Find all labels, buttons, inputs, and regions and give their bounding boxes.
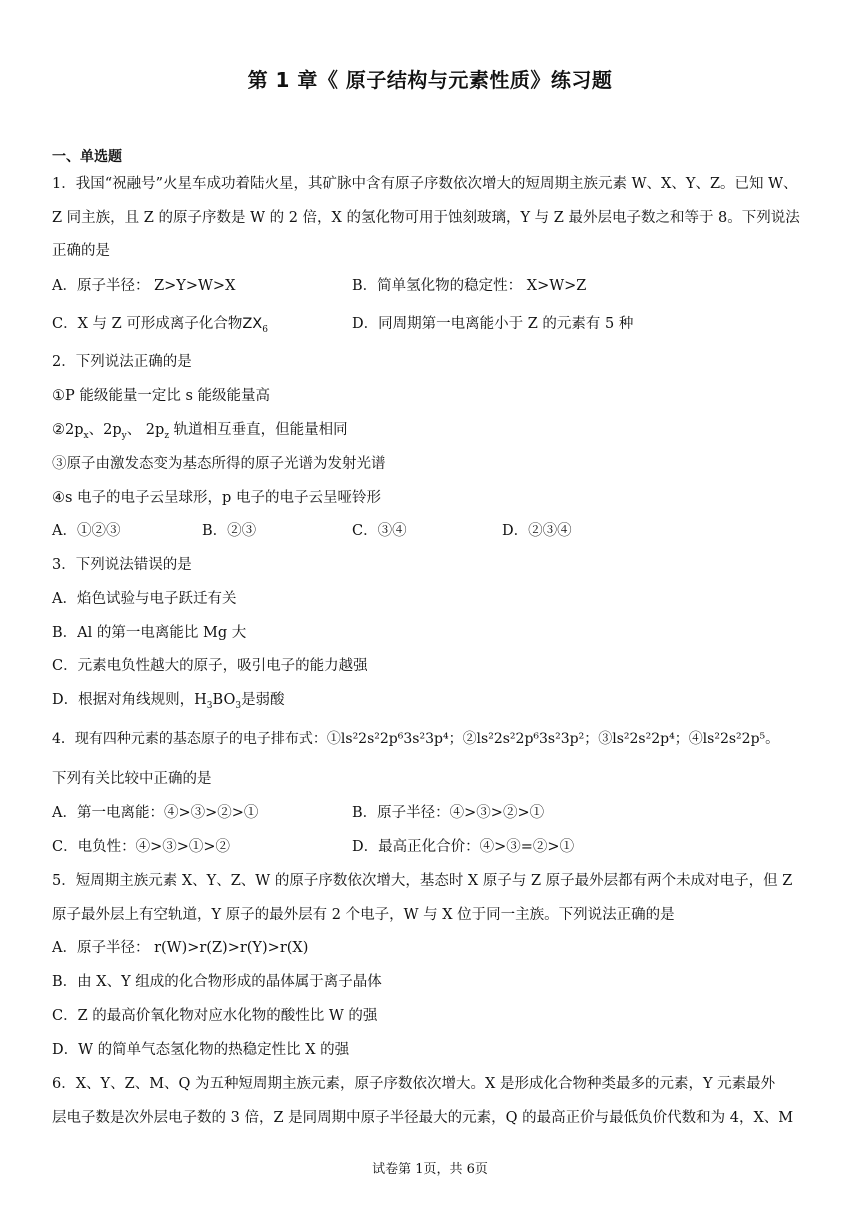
q3-option-b: B．Al 的第一电离能比 Mg 大 bbox=[52, 625, 247, 641]
q5-option-d: D．W 的简单气态氢化物的热稳定性比 X 的强 bbox=[52, 1042, 350, 1058]
q5-option-b: B．由 X、Y 组成的化合物形成的晶体属于离子晶体 bbox=[52, 974, 382, 990]
q3-d-text: 是弱酸 bbox=[241, 692, 285, 708]
q4-config-1: ①ls²2s²2p⁶3s²3p⁴ bbox=[326, 731, 449, 747]
q4-end: 。 bbox=[765, 731, 780, 747]
q1-option-d: D．同周期第一电离能小于 Z 的元素有 5 种 bbox=[352, 316, 634, 332]
q2-s2-part: 、 2p bbox=[126, 422, 165, 438]
q1-option-c-formula: ZX bbox=[242, 316, 263, 332]
q3-d-text: D．根据对角线规则，H bbox=[52, 692, 207, 708]
q5-option-a: A．原子半径： r(W)>r(Z)>r(Y)>r(X) bbox=[52, 940, 309, 956]
q2-option-d: D．②③④ bbox=[502, 523, 572, 539]
q2-s2-sub-x: x bbox=[83, 430, 89, 441]
q3-option-d bbox=[52, 690, 285, 710]
q4-stem-text: 4．现有四种元素的基态原子的电子排布式： bbox=[52, 731, 327, 747]
q5-option-c: C．Z 的最高价氧化物对应水化物的酸性比 W 的强 bbox=[52, 1008, 378, 1024]
q2-s2-part: 、2p bbox=[88, 422, 122, 438]
q3-stem: 3．下列说法错误的是 bbox=[52, 557, 192, 573]
q4-separator: ； bbox=[448, 731, 463, 747]
q4-config-4: ④ls²2s²2p⁵ bbox=[688, 731, 766, 747]
q2-s2-sub-y: y bbox=[121, 430, 127, 441]
document-title: 第 1 章《 原子结构与元素性质》练习题 bbox=[247, 68, 613, 92]
q2-stem: 2．下列说法正确的是 bbox=[52, 354, 192, 370]
q2-statement-1: ①P 能级能量一定比 s 能级能量高 bbox=[52, 388, 271, 404]
q4-separator: ； bbox=[674, 731, 689, 747]
q5-stem-line-1: 5．短周期主族元素 X、Y、Z、W 的原子序数依次增大，基态时 X 原子与 Z 原子最外层都有两个未成对电子，但 Z bbox=[52, 873, 793, 889]
q4-option-b: B．原子半径：④>③>②>① bbox=[352, 805, 545, 821]
q1-stem-line-1: 1．我国“祝融号”火星车成功着陆火星，其矿脉中含有原子序数依次增大的短周期主族元素 W、X、Y、Z。已知 W、 bbox=[52, 176, 798, 192]
q4-option-a: A．第一电离能：④>③>②>① bbox=[52, 805, 259, 821]
q3-option-a: A．焰色试验与电子跃迁有关 bbox=[52, 591, 237, 607]
q5-stem-line-2: 原子最外层上有空轨道，Y 原子的最外层有 2 个电子，W 与 X 位于同一主族。下列说法正确的是 bbox=[52, 907, 675, 923]
q6-stem-line-1: 6．X、Y、Z、M、Q 为五种短周期主族元素，原子序数依次增大。X 是形成化合物种类最多的元素，Y 元素最外 bbox=[52, 1076, 776, 1092]
q2-statement-4: ④s 电子的电子云呈球形，p 电子的电子云呈哑铃形 bbox=[52, 490, 381, 506]
q1-option-a: A．原子半径： Z>Y>W>X bbox=[52, 278, 236, 294]
q4-config-2: ②ls²2s²2p⁶3s²3p² bbox=[462, 731, 585, 747]
q4-stem-line-1 bbox=[52, 729, 779, 749]
q4-option-d: D．最高正化合价：④>③=②>① bbox=[352, 839, 575, 855]
q1-option-b: B．简单氢化物的稳定性： X>W>Z bbox=[352, 278, 587, 294]
q3-d-sub-2: 3 bbox=[235, 700, 242, 711]
q2-option-a: A．①②③ bbox=[52, 523, 121, 539]
q1-option-c-subscript: 6 bbox=[262, 324, 268, 335]
q2-option-b: B．②③ bbox=[202, 523, 257, 539]
q3-option-c: C．元素电负性越大的原子，吸引电子的能力越强 bbox=[52, 658, 368, 674]
page-footer: 试卷第 1页，共 6页 bbox=[372, 1162, 488, 1177]
q1-option-c bbox=[52, 314, 268, 334]
q2-statement-3: ③原子由激发态变为基态所得的原子光谱为发射光谱 bbox=[52, 456, 386, 472]
q4-separator: ； bbox=[584, 731, 599, 747]
q2-s2-part: 轨道相互垂直，但能量相同 bbox=[169, 422, 348, 438]
q4-option-c: C．电负性：④>③>①>② bbox=[52, 839, 231, 855]
section-heading: 一、单选题 bbox=[52, 149, 122, 165]
q4-config-3: ③ls²2s²2p⁴ bbox=[598, 731, 675, 747]
q6-stem-line-2: 层电子数是次外层电子数的 3 倍，Z 是同周期中原子半径最大的元素，Q 的最高正价与最低负价代数和为 4，X、M bbox=[52, 1110, 794, 1126]
q2-s2-part: ②2p bbox=[52, 422, 84, 438]
q3-d-sub-1: 3 bbox=[206, 700, 213, 711]
q1-stem-line-2: Z 同主族，且 Z 的原子序数是 W 的 2 倍，X 的氢化物可用于蚀刻玻璃，Y 与 Z 最外层电子数之和等于 8。下列说法 bbox=[52, 210, 800, 226]
q4-stem-line-2: 下列有关比较中正确的是 bbox=[52, 771, 212, 787]
q3-d-text: BO bbox=[212, 692, 236, 708]
q2-s2-sub-z: z bbox=[164, 430, 170, 441]
q1-stem-line-3: 正确的是 bbox=[52, 243, 110, 259]
q2-option-c: C．③④ bbox=[352, 523, 407, 539]
q2-statement-2 bbox=[52, 420, 348, 440]
q1-option-c-text: C．X 与 Z 可形成离子化合物 bbox=[52, 316, 243, 332]
